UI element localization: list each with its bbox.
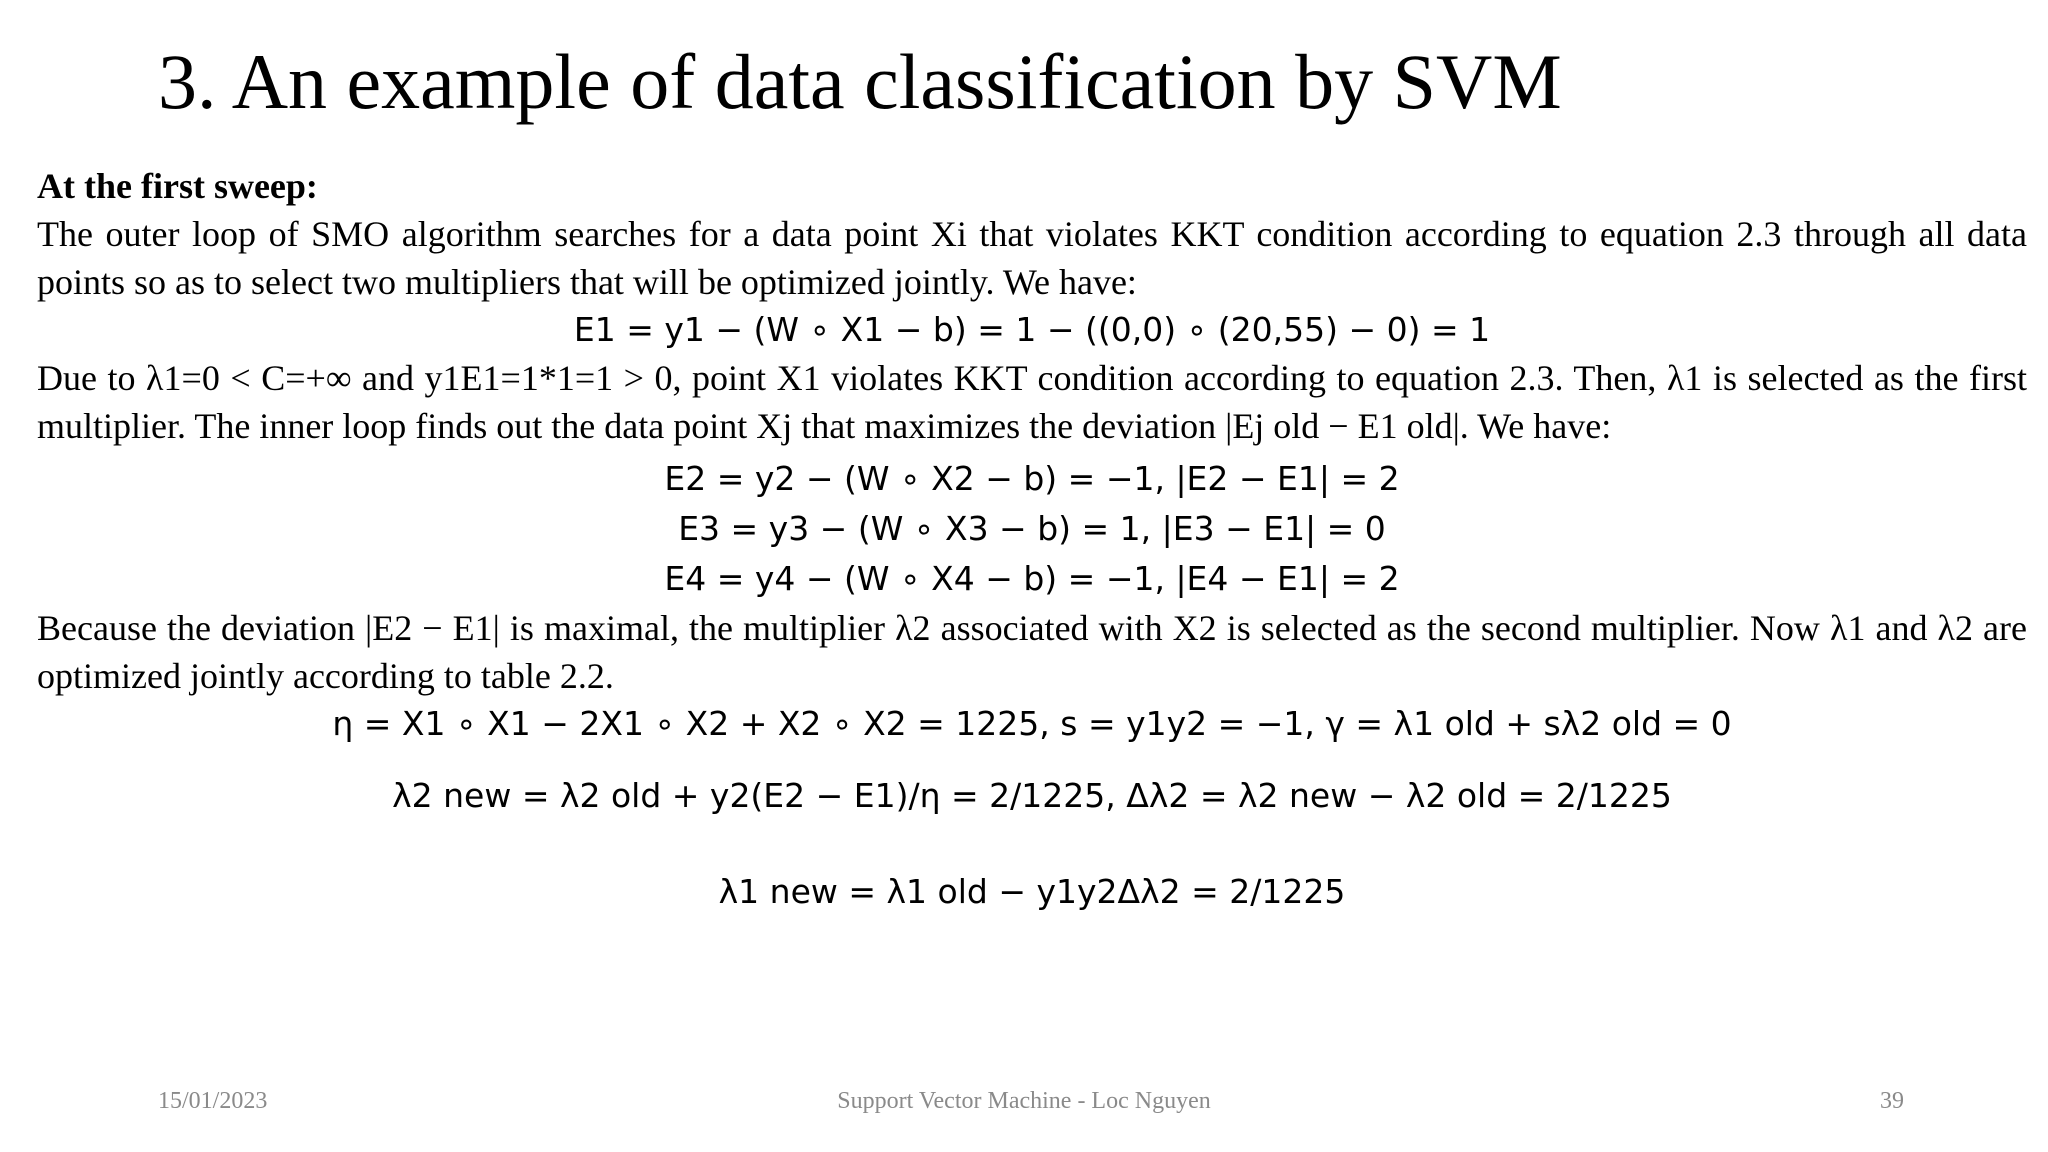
equation-e2: E2 = y2 − (W ∘ X2 − b) = −1, |E2 − E1| = 2 (664, 459, 1400, 498)
paragraph-outer-loop: The outer loop of SMO algorithm searches for a data point Xi that violates KKT condition according to equation 2.3 through all data points so as to select two multipliers that will be optimized jointly. We have: (37, 214, 2027, 302)
footer-date: 15/01/2023 (158, 1088, 268, 1114)
slide-title: 3. An example of data classification by SVM (158, 38, 1562, 125)
paragraph-second-multiplier: Because the deviation |E2 − E1| is maximal, the multiplier λ2 associated with X2 is selected as the second multiplier. Now λ1 and λ2 are optimized jointly according to table 2.2. (37, 608, 2027, 696)
section-heading: At the first sweep: (37, 166, 318, 206)
equation-eta: η = X1 ∘ X1 − 2X1 ∘ X2 + X2 ∘ X2 = 1225, s = y1y2 = −1, γ = λ1 old + sλ2 old = 0 (332, 704, 1732, 743)
footer-title: Support Vector Machine - Loc Nguyen (837, 1088, 1211, 1114)
page-number: 39 (1880, 1088, 1904, 1114)
equation-lambda1-new: λ1 new = λ1 old − y1y2Δλ2 = 2/1225 (718, 872, 1346, 911)
equation-lambda2-new: λ2 new = λ2 old + y2(E2 − E1)/η = 2/1225, Δλ2 = λ2 new − λ2 old = 2/1225 (392, 776, 1672, 815)
slide-content (37, 162, 2027, 940)
equation-e4: E4 = y4 − (W ∘ X4 − b) = −1, |E4 − E1| = 2 (664, 559, 1400, 598)
equation-e3: E3 = y3 − (W ∘ X3 − b) = 1, |E3 − E1| = 0 (678, 509, 1386, 548)
equation-e1: E1 = y1 − (W ∘ X1 − b) = 1 − ((0,0) ∘ (20,55) − 0) = 1 (573, 310, 1491, 349)
paragraph-kkt-violation: Due to λ1=0 < C=+∞ and y1E1=1*1=1 > 0, point X1 violates KKT condition according to equation 2.3. Then, λ1 is selected as the first multiplier. The inner loop finds out the data point Xj that maximizes the deviation |Ej old − E1 old|. We have: (37, 358, 2027, 446)
